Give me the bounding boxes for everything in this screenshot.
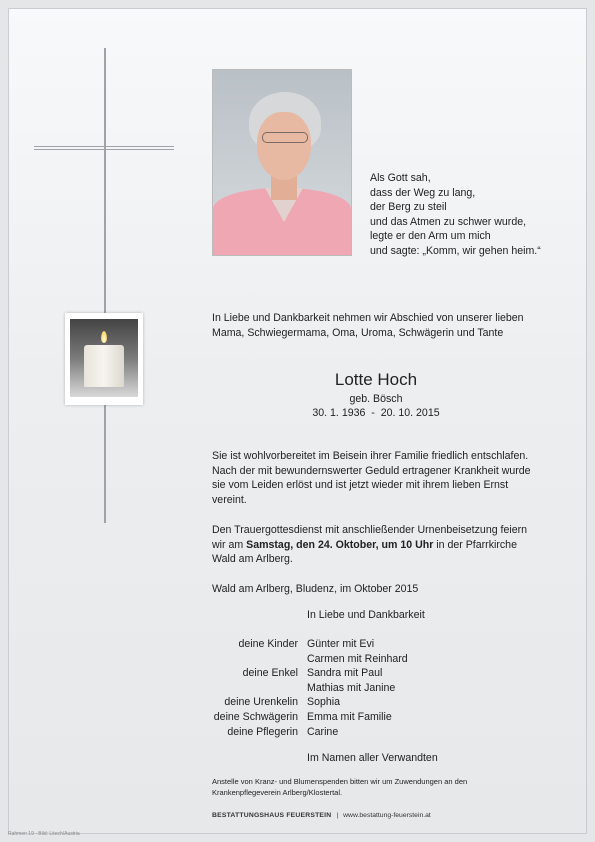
relative-label: deine Pflegerin (227, 725, 298, 738)
service-text: in der Pfarrkirche (433, 538, 517, 551)
service-line: Den Trauergottesdienst mit anschließender Urnenbeisetzung feiern (212, 524, 528, 536)
poem-line: legte er den Arm um mich (370, 230, 491, 243)
relative-name: Emma mit Familie (307, 710, 392, 723)
birth-name: geb. Bösch (349, 393, 403, 405)
company-website[interactable]: www.bestattung-feuerstein.at (343, 812, 431, 819)
cross-horizontal-beam (34, 146, 174, 150)
relative-name: Günter mit Evi (307, 638, 375, 650)
image-credit: Rahmen 19 - Bild: Litech/Austria (8, 831, 80, 837)
place-date: Wald am Arlberg, Bludenz, im Oktober 2015 (212, 583, 419, 595)
obituary-line: Nach der mit bewundernswerter Geduld ertragener Krankheit wurde (212, 464, 531, 477)
poem (370, 171, 541, 259)
relative-name: Sophia (307, 696, 340, 709)
deceased-name: Lotte Hoch (334, 370, 418, 389)
portrait-photo (212, 69, 352, 256)
relative-label: deine Schwägerin (213, 710, 298, 723)
obituary-text (212, 449, 531, 507)
relative-names (307, 637, 408, 739)
thanks-line: In Liebe und Dankbarkeit (307, 609, 425, 621)
portrait-face (257, 112, 311, 180)
candle-flame-icon (101, 331, 107, 343)
intro-line: In Liebe und Dankbarkeit nehmen wir Abschied von unserer lieben (212, 312, 524, 324)
service-text: wir am (212, 538, 247, 551)
service-date: Samstag, den 24. Oktober, um 10 Uhr (246, 538, 434, 551)
relative-labels (180, 637, 298, 739)
service-line: Wald am Arlberg. (212, 553, 293, 566)
obituary-line: Sie ist wohlvorbereitet im Beisein ihrer Familie friedlich entschlafen. (212, 450, 529, 462)
candle-icon (84, 345, 124, 387)
footer (212, 812, 431, 819)
intro-line: Mama, Schwiegermama, Oma, Uroma, Schwägerin und Tante (212, 326, 504, 339)
poem-line: der Berg zu steil (370, 201, 447, 214)
obituary-line: sie vom Leiden erlöst und ist jetzt wieder mit ihrem lieben Ernst (212, 479, 509, 492)
relative-name: Mathias mit Janine (307, 681, 396, 694)
all-relatives-line: Im Namen aller Verwandten (307, 752, 438, 764)
relative-name: Sandra mit Paul (307, 667, 383, 680)
company-name: BESTATTUNGSHAUS FEUERSTEIN (212, 812, 332, 819)
donation-line: Krankenpflegeverein Arlberg/Klostertal. (212, 788, 343, 797)
relative-name: Carine (307, 725, 339, 738)
relative-label: deine Enkel (242, 667, 298, 680)
poem-line: und das Atmen zu schwer wurde, (370, 215, 527, 228)
relative-label: deine Kinder (238, 638, 298, 650)
cross-vertical-beam (104, 48, 106, 523)
donation-line: Anstelle von Kranz- und Blumenspenden bitten wir um Zuwendungen an den (212, 777, 468, 786)
poem-line: Als Gott sah, (370, 172, 431, 184)
donation-note (212, 776, 467, 798)
service-info (212, 523, 527, 567)
candle-photo (70, 319, 138, 397)
relative-label (180, 652, 298, 667)
poem-line: und sagte: „Komm, wir gehen heim.“ (370, 244, 541, 257)
candle-image (65, 313, 143, 405)
obituary-line: vereint. (212, 493, 247, 506)
footer-separator: | (336, 812, 339, 819)
portrait-glasses (262, 132, 308, 143)
relative-label: deine Urenkelin (224, 696, 298, 709)
relative-label (180, 681, 298, 696)
farewell-intro (212, 311, 524, 340)
service-line (212, 538, 527, 553)
life-dates: 30. 1. 1936 - 20. 10. 2015 (312, 407, 440, 419)
poem-line: dass der Weg zu lang, (370, 186, 476, 199)
relative-name: Carmen mit Reinhard (307, 652, 408, 665)
